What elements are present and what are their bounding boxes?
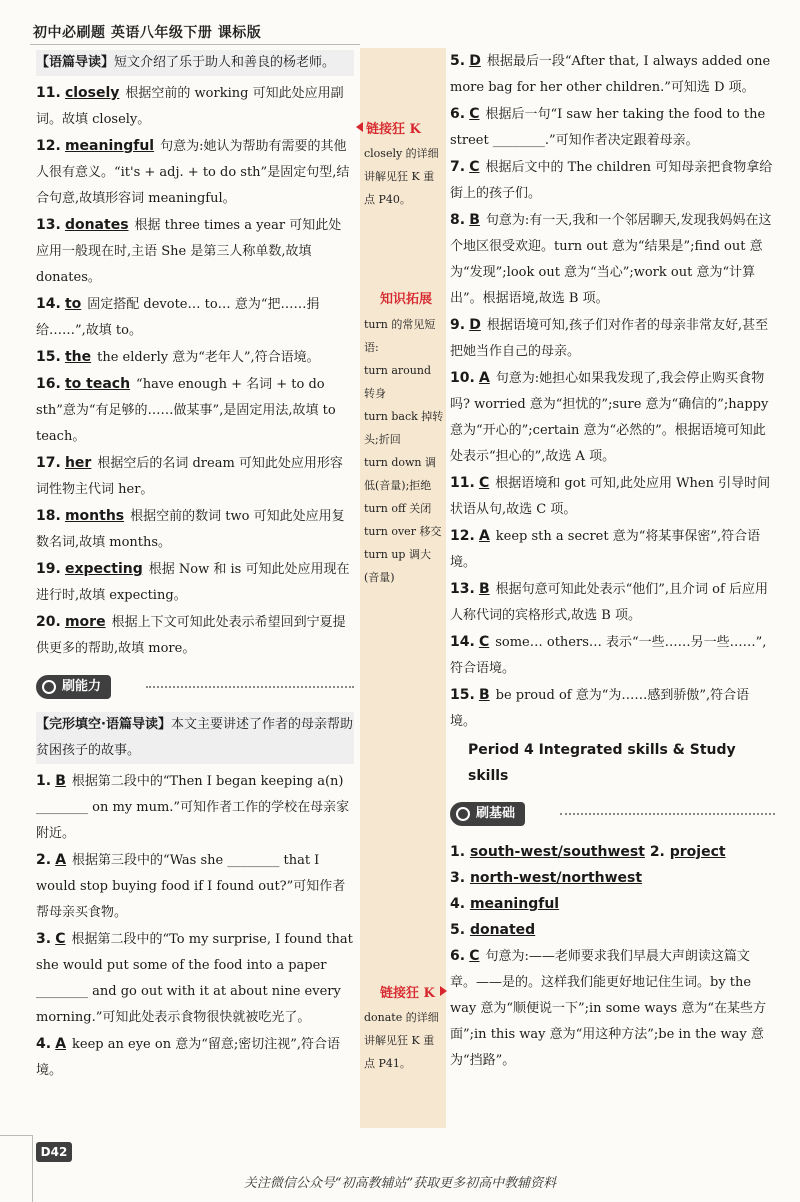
answer-item — [36, 371, 354, 450]
item-answer: D — [469, 317, 481, 333]
item-number: 12. — [36, 138, 61, 154]
item-answer: C — [469, 159, 480, 175]
item-number: 11. — [450, 475, 475, 491]
short-answer-number: 3. — [450, 870, 466, 886]
item-number: 12. — [450, 528, 475, 544]
item-number: 11. — [36, 85, 61, 101]
answer-item — [450, 682, 775, 735]
short-answer-number: 2. — [649, 844, 665, 860]
banner-shuajichu — [450, 799, 775, 829]
item-number: 15. — [36, 349, 61, 365]
header-divider — [30, 44, 360, 45]
answer-item — [450, 470, 775, 523]
arrow-left-icon — [356, 122, 363, 132]
short-answer-row — [450, 891, 775, 917]
item-answer: C — [55, 931, 66, 947]
answer-item — [36, 80, 354, 133]
item-number: 1. — [36, 773, 52, 789]
item-explanation: 根据空前的数词 two 可知此处应用复数名词,故填 months。 — [36, 509, 345, 550]
item-answer: C — [469, 106, 480, 122]
link-note-1: closely 的详细讲解见狂 K 重点 P40。 — [364, 147, 439, 206]
answer-item — [450, 943, 775, 1074]
answer-item — [450, 312, 775, 365]
short-answer-row — [450, 839, 775, 865]
item-answer: B — [55, 773, 66, 789]
short-answer: south-west/southwest — [469, 844, 645, 860]
item-answer: C — [469, 948, 480, 964]
item-answer: A — [55, 852, 67, 868]
answer-item — [36, 556, 354, 609]
right-column — [450, 48, 775, 1074]
reading-guide-text: 短文介绍了乐于助人和善良的杨老师。 — [114, 55, 336, 70]
item-explanation: 根据语境和 got 可知,此处应用 When 引导时间状语从句,故选 C 项。 — [450, 476, 771, 517]
side-notes-column — [360, 48, 446, 1128]
answer-item — [36, 609, 354, 662]
knowledge-ext-list — [364, 313, 444, 589]
answer-item — [450, 576, 775, 629]
answer-item — [36, 926, 354, 1031]
item-explanation: 根据空后的名词 dream 可知此处应用形容词性物主代词 her。 — [36, 456, 343, 497]
item-explanation: the elderly 意为“老年人”,符合语境。 — [97, 350, 320, 365]
answer-item — [36, 212, 354, 291]
page-number: D42 — [36, 1142, 72, 1162]
item-answer: meaningful — [64, 138, 155, 154]
short-answer-row — [450, 917, 775, 943]
item-answer: closely — [64, 85, 120, 101]
item-number: 3. — [36, 931, 52, 947]
answer-item — [450, 523, 775, 576]
link-title-1: 链接狂 K — [366, 122, 421, 137]
answer-item — [36, 847, 354, 926]
page-header: 初中必刷题 英语八年级下册 课标版 — [33, 25, 262, 41]
item-explanation: 句意为:有一天,我和一个邻居聊天,发现我妈妈在这个地区很受欢迎。turn out 意为“结果是”;find out 意为“发现”;look out 意为“当心”;work out 意为“计算出”。根据语境,故选 B 项。 — [450, 213, 772, 306]
item-answer: more — [64, 614, 106, 630]
item-number: 7. — [450, 159, 466, 175]
item-answer: C — [478, 634, 490, 650]
item-answer: B — [478, 581, 490, 597]
item-number: 5. — [450, 53, 466, 69]
item-answer: the — [64, 349, 92, 365]
item-answer: donates — [64, 217, 129, 233]
reading-guide-tag: 【语篇导读】 — [36, 55, 115, 70]
item-explanation: keep sth a secret 意为“将某事保密”,符合语境。 — [450, 529, 761, 570]
answer-item — [36, 768, 354, 847]
footer-note: 关注微信公众号“初高教辅站”获取更多初高中教辅资料 — [243, 1176, 557, 1191]
item-number: 6. — [450, 948, 466, 964]
answer-item — [450, 154, 775, 207]
answer-item — [450, 48, 775, 101]
ext-line: turn over 移交 — [364, 525, 442, 538]
ext-line: turn back 掉转头;折回 — [364, 410, 444, 446]
short-answer-number: 4. — [450, 896, 466, 912]
reading-guide-text: 本文主要讲述了作者的母亲帮助贫困孩子的故事。 — [36, 717, 353, 758]
period-title: Period 4 Integrated skills & Study skills — [468, 742, 736, 784]
reading-guide-2 — [36, 712, 354, 764]
item-answer: expecting — [64, 561, 143, 577]
short-answer: project — [669, 844, 726, 860]
item-number: 16. — [36, 376, 61, 392]
item-number: 6. — [450, 106, 466, 122]
item-answer: A — [55, 1036, 67, 1052]
item-explanation: 根据句意可知此处表示“他们”,且介词 of 后应用人称代词的宾格形式,故选 B 项。 — [450, 582, 768, 623]
short-answer: donated — [469, 922, 536, 938]
item-number: 4. — [36, 1036, 52, 1052]
item-explanation: 根据 Now 和 is 可知此处应用现在进行时,故填 expecting。 — [36, 562, 350, 603]
item-number: 15. — [450, 687, 475, 703]
item-explanation: be proud of 意为“为……感到骄傲”,符合语境。 — [450, 688, 750, 729]
item-explanation: 句意为:她担心如果我发现了,我会停止购买食物吗? worried 意为“担忧的”;sure 意为“确信的”;happy 意为“开心的”;certain 意为“必然的”。根据语境可知此处表示“担心的”,故选 A 项。 — [450, 371, 769, 464]
short-answer-number: 1. — [450, 844, 466, 860]
item-answer: to teach — [64, 376, 131, 392]
item-explanation: 根据后一句“I saw her taking the food to the street ________.”可知作者决定跟着母亲。 — [450, 107, 766, 148]
item-explanation: 根据第二段中的“To my surprise, I found that she would put some of the food into a paper ________ and go out with it at about nine every morning.”可知此处表示食物很快就被吃光了。 — [36, 932, 353, 1025]
item-explanation: 句意为:她认为帮助有需要的其他人很有意义。“it's + adj. + to do sth”是固定句型,结合句意,故填形容词 meaningful。 — [36, 139, 350, 206]
link-note-2: donate 的详细讲解见狂 K 重点 P41。 — [364, 1011, 439, 1070]
item-number: 10. — [450, 370, 475, 386]
short-answer: north-west/northwest — [469, 870, 643, 886]
knowledge-ext-title: 知识拓展 — [380, 292, 433, 307]
item-explanation: 固定搭配 devote… to… 意为“把……捐给……”,故填 to。 — [36, 297, 320, 338]
item-answer: her — [64, 455, 92, 471]
item-explanation: keep an eye on 意为“留意;密切注视”,符合语境。 — [36, 1037, 341, 1078]
answer-item — [36, 291, 354, 344]
item-explanation: 根据最后一段“After that, I always added one more bag for her other children.”可知选 D 项。 — [450, 54, 771, 95]
answer-item — [450, 629, 775, 682]
left-column — [36, 50, 354, 1084]
reading-guide-tag: 【完形填空·语篇导读】 — [36, 717, 171, 732]
item-explanation: 根据 three times a year 可知此处应用一般现在时,主语 She 是第三人称单数,故填 donates。 — [36, 218, 342, 285]
item-number: 8. — [450, 212, 466, 228]
item-explanation: some… others… 表示“一些……另一些……”,符合语境。 — [450, 635, 767, 676]
item-answer: B — [469, 212, 480, 228]
item-number: 17. — [36, 455, 61, 471]
item-explanation: 根据空前的 working 可知此处应用副词。故填 closely。 — [36, 86, 344, 127]
short-answer: meaningful — [469, 896, 560, 912]
item-number: 14. — [36, 296, 61, 312]
item-explanation: 根据语境可知,孩子们对作者的母亲非常友好,甚至把她当作自己的母亲。 — [450, 318, 769, 359]
page-corner — [0, 1135, 33, 1202]
answer-item — [36, 450, 354, 503]
item-answer: D — [469, 53, 481, 69]
item-answer: to — [64, 296, 82, 312]
short-answer-number: 5. — [450, 922, 466, 938]
item-explanation: 根据后文中的 The children 可知母亲把食物拿给街上的孩子们。 — [450, 160, 773, 201]
banner-shuanengli — [36, 672, 354, 702]
pen-icon — [456, 807, 470, 821]
item-number: 20. — [36, 614, 61, 630]
banner-label: 刷基础 — [476, 806, 516, 821]
ext-line: turn around 转身 — [364, 364, 431, 400]
item-explanation: 根据第三段中的“Was she ________ that I would stop buying food if I found out?”可知作者帮母亲买食物。 — [36, 853, 346, 920]
item-explanation: 根据第二段中的“Then I began keeping a(n) ________ on my mum.”可知作者工作的学校在母亲家附近。 — [36, 774, 350, 841]
answer-item — [450, 365, 775, 470]
item-answer: A — [478, 370, 490, 386]
arrow-right-icon — [440, 986, 447, 996]
answer-item — [36, 503, 354, 556]
item-number: 13. — [36, 217, 61, 233]
pen-icon — [42, 680, 56, 694]
answer-item — [36, 1031, 354, 1084]
item-number: 13. — [450, 581, 475, 597]
item-number: 19. — [36, 561, 61, 577]
item-answer: months — [64, 508, 125, 524]
answer-item — [450, 101, 775, 154]
item-explanation: 根据上下文可知此处表示希望回到宁夏提供更多的帮助,故填 more。 — [36, 615, 346, 656]
answer-item — [450, 207, 775, 312]
item-number: 2. — [36, 852, 52, 868]
ext-line: turn 的常见短语: — [364, 318, 436, 354]
answer-item — [36, 344, 354, 371]
item-explanation: “have enough + 名词 + to do sth”意为“有足够的……做某事”,是固定用法,故填 to teach。 — [36, 377, 336, 444]
item-number: 14. — [450, 634, 475, 650]
ext-line: turn off 关闭 — [364, 502, 432, 515]
ext-line: turn up 调大(音量) — [364, 548, 431, 584]
item-number: 9. — [450, 317, 466, 333]
item-explanation: 句意为:——老师要求我们早晨大声朗读这篇文章。——是的。这样我们能更好地记住生词。by the way 意为“顺便说一下”;in some ways 意为“在某些方面”;in this way 意为“用这种方法”;be in the way 意为“挡路”。 — [450, 949, 767, 1068]
answer-item — [36, 133, 354, 212]
item-number: 18. — [36, 508, 61, 524]
item-answer: A — [478, 528, 490, 544]
link-title-2: 链接狂 K — [380, 986, 435, 1001]
ext-line: turn down 调低(音量);拒绝 — [364, 456, 437, 492]
reading-guide-1 — [36, 50, 354, 76]
short-answer-row — [450, 865, 775, 891]
banner-label: 刷能力 — [62, 679, 102, 694]
item-answer: C — [478, 475, 490, 491]
item-answer: B — [478, 687, 490, 703]
